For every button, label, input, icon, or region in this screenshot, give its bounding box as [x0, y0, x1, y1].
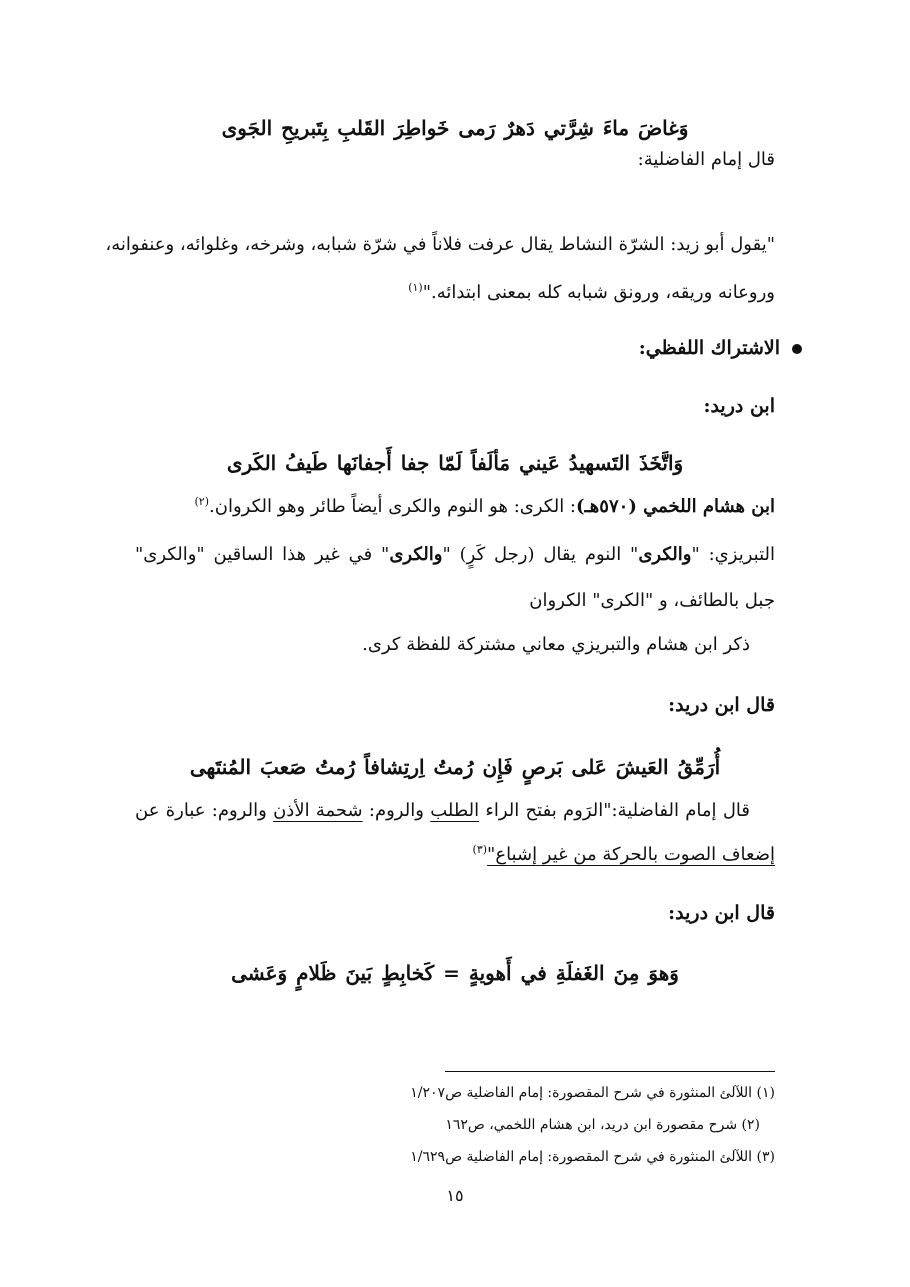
- ibn-durayd-heading: ابن دريد:: [703, 395, 775, 417]
- tabrizi-bold-d: والكرى: [389, 544, 443, 565]
- rawm-underlined-shahmat: شحمة الأذن: [273, 800, 363, 821]
- footnote-2: (٢) شرح مقصورة ابن دريد، ابن هشام اللخمي، ص١٦٢: [445, 1117, 760, 1133]
- rawm-line-1: [135, 796, 750, 826]
- abu-zayd-quote-line-2: [135, 278, 775, 308]
- section-title: الاشتراك اللفظي:: [638, 337, 780, 359]
- footnote-ref-3[interactable]: (٣): [472, 843, 488, 856]
- tabrizi-bold-a: والكرى: [638, 544, 692, 565]
- footnote-1: (١) اللآلئ المنثورة في شرح المقصورة: إمام الفاضلية ص١/٢٠٧: [410, 1085, 775, 1101]
- dhikr-line: ذكر ابن هشام والتبريزي معاني مشتركة للفظة كرى.: [362, 634, 750, 655]
- tabrizi-text-a: التبريزي: ": [691, 544, 775, 565]
- tabrizi-text-c: " النوم يقال (رجل كَرٍ) ": [442, 544, 639, 565]
- rawm-text-c: والروم:: [362, 800, 431, 821]
- footnote-ref-1[interactable]: (١): [408, 281, 423, 294]
- lakhmi-name: ابن هشام اللخمي (٥٧٠هـ): [576, 496, 775, 517]
- rawm-underlined-talab: الطلب: [430, 800, 480, 821]
- lakhmi-line: [135, 492, 775, 522]
- bullet-icon: [792, 344, 802, 354]
- verse-1: وَغاضَ ماءَ شِرَّتي دَهرٌ رَمى خَواطِرَ القَلبِ بِتَبريحِ الجَوى: [221, 116, 689, 140]
- rawm-underlined-text: إضعاف الصوت بالحركة من غير إشباع": [487, 844, 775, 865]
- qala-ibn-durayd-heading-1: قال ابن دريد:: [668, 694, 775, 716]
- imam-fadiliya-label: قال إمام الفاضلية:: [637, 149, 775, 170]
- section-heading: [135, 333, 802, 363]
- verse-3: أُرَمِّقُ العَيشَ عَلى بَرصٍ فَإِن رُمتُ اِرتِشافاً رُمتُ صَعبَ المُنتَهى: [189, 755, 721, 779]
- tabrizi-line-2: جبل بالطائف، و "الكرى" الكروان: [529, 590, 775, 611]
- footnote-3: (٣) اللآلئ المنثورة في شرح المقصورة: إمام الفاضلية ص١/٦٢٩: [410, 1149, 775, 1165]
- footnote-separator: [445, 1071, 775, 1072]
- footnote-ref-2[interactable]: (٢): [194, 495, 210, 508]
- abu-zayd-quote-text: وروعانه وريقه، ورونق شبابه كله بمعنى ابتدائه.": [422, 282, 775, 303]
- tabrizi-text-e: " في غير هذا الساقين "والكرى": [135, 544, 390, 565]
- verse-4: وَهوَ مِنَ الغَفلَةِ في أَهويةٍ = كَخابِطٍ بَينَ ظَلامٍ وَعَشى: [231, 961, 679, 985]
- rawm-text-e: والروم: عبارة عن: [135, 800, 274, 821]
- page-number: ١٥: [446, 1186, 464, 1205]
- lakhmi-text: : الكرى: هو النوم والكرى أيضاً طائر وهو الكروان.: [209, 496, 576, 517]
- rawm-line-2: [135, 840, 775, 870]
- tabrizi-line-1: [135, 540, 775, 570]
- abu-zayd-quote-line-1: "يقول أبو زيد: الشرّة النشاط يقال عرفت فلاناً في شرّة شبابه، وشرخه، وغلوائه، وعنفوانه،: [105, 234, 775, 255]
- rawm-text-a: قال إمام الفاضلية:"الرَوم بفتح الراء: [479, 800, 750, 821]
- qala-ibn-durayd-heading-2: قال ابن دريد:: [668, 902, 775, 924]
- verse-2: وَاتَّخَذَ التَسهيدُ عَيني مَألَفاً لَمّا جفا أَجفانَها طَيفُ الكَرى: [226, 451, 684, 475]
